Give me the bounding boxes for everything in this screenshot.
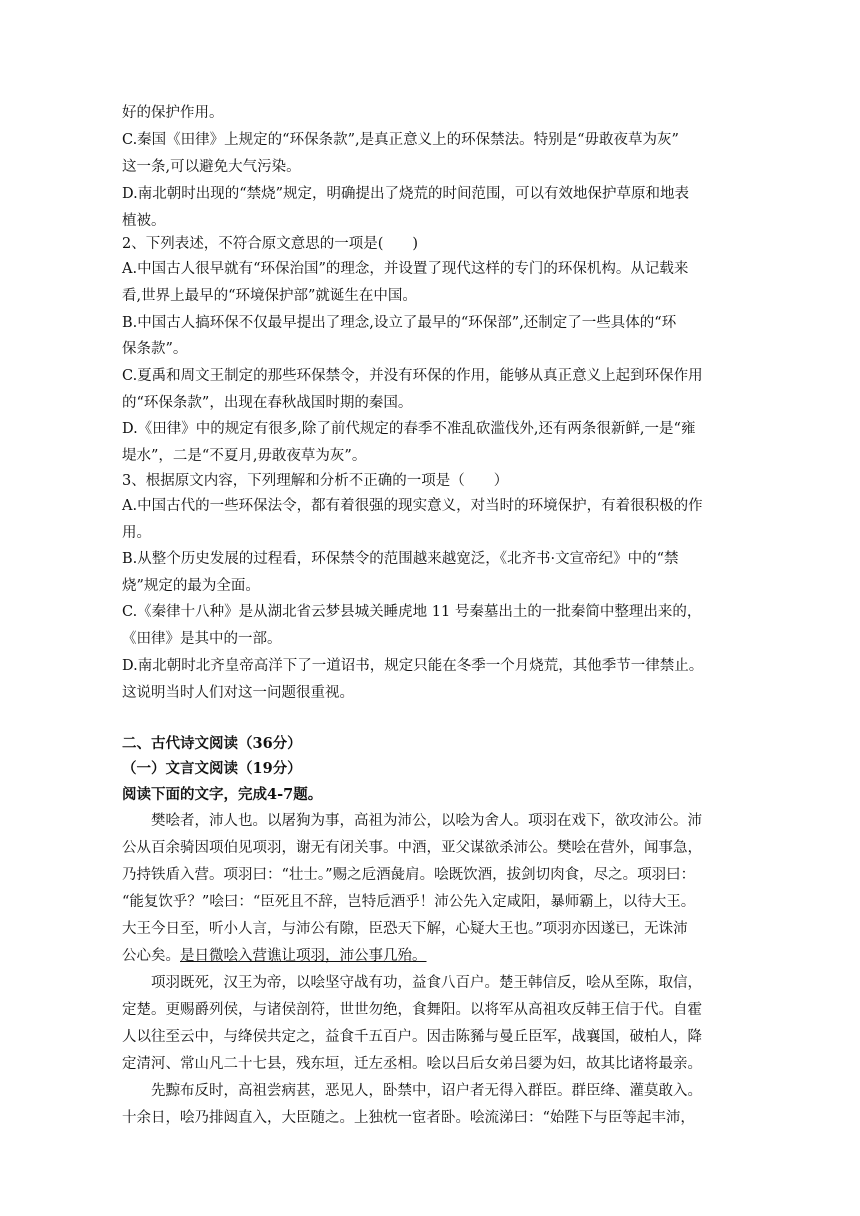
option-a-line: A.中国古代的一些环保法令，都有着很强的现实意义，对当时的环境保护，有着很积极的作	[122, 498, 703, 514]
text-line: 看,世界上最早的“环境保护部”就诞生在中国。	[122, 288, 417, 304]
section-title: 二、古代诗文阅读（36分）	[122, 735, 302, 752]
text-line: 这一条,可以避免大气污染。	[122, 159, 301, 175]
option-b-line: B.中国古人搞环保不仅最早提出了理念,设立了最早的“环保部”,还制定了一些具体的“环	[122, 315, 677, 331]
text-line: 好的保护作用。	[122, 105, 224, 121]
text-line: 这说明当时人们对这一问题很重视。	[122, 685, 354, 701]
passage-line: “能复饮乎？”哙曰：“臣死且不辞，岂特卮酒乎！沛公先入定咸阳，暴师霸上，以待大王。	[122, 894, 696, 910]
option-c-line: C.秦国《田律》上规定的“环保条款”,是真正意义上的环保禁法。特别是“毋敢夜草为灰”	[122, 132, 679, 148]
option-d-line: D.南北朝时出现的“禁烧”规定，明确提出了烧荒的时间范围，可以有效地保护草原和地表	[122, 186, 690, 202]
passage-line: 樊哙者，沛人也。以屠狗为事，高祖为沛公，以哙为舍人。项羽在戏下，欲攻沛公。沛	[151, 813, 702, 829]
text-line: 保条款”。	[122, 341, 188, 357]
passage-line: 乃持铁盾入营。项羽曰：“壮士。”赐之卮酒彘肩。哙既饮酒，拔剑切肉食，尽之。项羽曰：	[122, 867, 696, 883]
text-line: 用。	[122, 525, 151, 541]
text-line: 的“环保条款”，出现在春秋战国时期的秦国。	[122, 395, 413, 411]
passage-line: 定楚。更赐爵列侯，与诸侯剖符，世世勿绝，食舞阳。以将军从高祖攻反韩王信于代。自霍	[122, 1002, 702, 1018]
underlined-sentence: 是日微哙入营谯让项羽，沛公事几殆。	[180, 948, 427, 964]
passage-line: 大王今日至，听小人言，与沛公有隙，臣恐天下解，心疑大王也。”项羽亦因遂已，无诛沛	[122, 921, 688, 937]
text-line: 《田律》是其中的一部。	[122, 631, 282, 647]
passage-line: 十余日，哙乃排闼直入，大臣随之。上独枕一宦者卧。哙流涕曰：“始陛下与臣等起丰沛，	[122, 1110, 695, 1126]
section-subtitle: （一）文言文阅读（19分）	[122, 760, 302, 777]
text-line: 烧”规定的最为全面。	[122, 578, 260, 594]
option-c-line: C.夏禹和周文王制定的那些环保禁令，并没有环保的作用，能够从真正意义上起到环保作用	[122, 368, 703, 384]
passage-line: 定清河、常山凡二十七县，残东垣，迁左丞相。哙以吕后女弟吕媭为妇，故其比诸将最亲。	[122, 1056, 702, 1072]
passage-line-with-underline	[122, 946, 427, 966]
passage-line: 公从百余骑因项伯见项羽，谢无有闭关事。中酒，亚父谋欲杀沛公。樊哙在营外，闻事急，	[122, 840, 702, 856]
question-3: 3、根据原文内容，下列理解和分析不正确的一项是（ ）	[122, 473, 509, 489]
option-b-line: B.从整个历史发展的过程看，环保禁令的范围越来越宽泛，《北齐书·文宣帝纪》中的“禁	[122, 551, 679, 567]
passage-line: 先黥布反时，高祖尝病甚，恶见人，卧禁中，诏户者无得入群臣。群臣绛、灌莫敢入。	[151, 1083, 702, 1099]
option-c-line: C.《秦律十八种》是从湖北省云梦县城关睡虎地 11 号秦墓出土的一批秦简中整理出来的，	[122, 604, 702, 620]
option-a-line: A.中国古人很早就有“环保治国”的理念，并设置了现代这样的专门的环保机构。从记载来	[122, 261, 689, 277]
option-d-line: D.南北朝时北齐皇帝高洋下了一道诏书，规定只能在冬季一个月烧荒，其他季节一律禁止。	[122, 658, 704, 674]
question-2: 2、下列表述，不符合原文意思的一项是( )	[122, 236, 419, 252]
passage-line: 人以往至云中，与绛侯共定之，益食千五百户。因击陈豨与曼丘臣军，战襄国，破柏人，降	[122, 1029, 702, 1045]
text-line: 堤水”，二是“不夏月,毋敢夜草为灰”。	[122, 448, 367, 464]
option-d-line: D.《田律》中的规定有很多,除了前代规定的春季不准乱砍滥伐外,还有两条很新鲜,一是“雍	[122, 421, 696, 437]
text-line: 植被。	[122, 213, 166, 229]
passage-text: 公心矣。	[122, 948, 180, 964]
reading-instruction: 阅读下面的文字，完成4-7题。	[122, 786, 323, 803]
passage-line: 项羽既死，汉王为帝，以哙坚守战有功，益食八百户。楚王韩信反，哙从至陈，取信，	[151, 975, 702, 991]
